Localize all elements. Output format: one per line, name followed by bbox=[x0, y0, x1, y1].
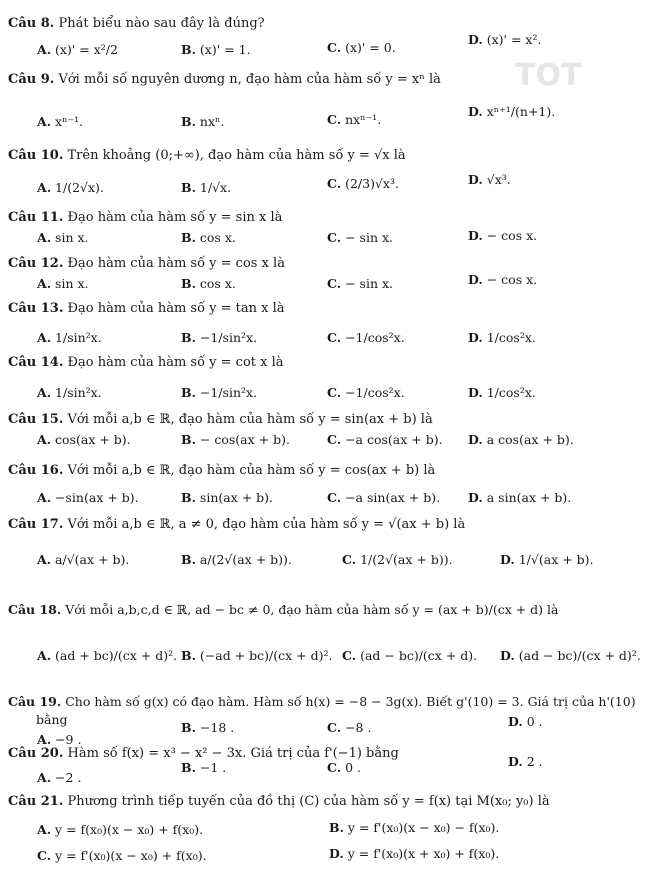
q19-option-a[interactable]: A. −9 . bbox=[37, 732, 82, 747]
q14-option-c[interactable]: C. −1/cos²x. bbox=[327, 385, 405, 400]
q20-option-d[interactable]: D. 2 . bbox=[508, 754, 543, 769]
q12-option-b[interactable]: B. cos x. bbox=[181, 276, 236, 291]
q10-option-d[interactable]: D. √x³. bbox=[468, 172, 511, 187]
q16-option-a[interactable]: A. −sin(ax + b). bbox=[37, 490, 139, 505]
q17-option-d[interactable]: D. 1/√(ax + b). bbox=[500, 552, 594, 567]
q21-option-c[interactable]: C. y = f'(x₀)(x − x₀) + f(x₀). bbox=[37, 848, 207, 863]
q19-option-d[interactable]: D. 0 . bbox=[508, 714, 543, 729]
q13-option-a[interactable]: A. 1/sin²x. bbox=[37, 330, 102, 345]
q8-option-d[interactable]: D. (x)' = x². bbox=[468, 32, 542, 47]
q8-option-a[interactable]: A. (x)' = x²/2 bbox=[37, 42, 118, 57]
q18-option-a[interactable]: A. (ad + bc)/(cx + d)². bbox=[37, 648, 178, 663]
q17-option-b[interactable]: B. a/(2√(ax + b)). bbox=[181, 552, 292, 567]
q17-option-c[interactable]: C. 1/(2√(ax + b)). bbox=[342, 552, 453, 567]
q12-option-d[interactable]: D. − cos x. bbox=[468, 272, 538, 287]
q16-option-b[interactable]: B. sin(ax + b). bbox=[181, 490, 274, 505]
q13-option-d[interactable]: D. 1/cos²x. bbox=[468, 330, 536, 345]
q14-option-a[interactable]: A. 1/sin²x. bbox=[37, 385, 102, 400]
q18-option-b[interactable]: B. (−ad + bc)/(cx + d)². bbox=[181, 648, 333, 663]
q14-option-b[interactable]: B. −1/sin²x. bbox=[181, 385, 258, 400]
q20-option-c[interactable]: C. 0 . bbox=[327, 760, 361, 775]
q15-option-c[interactable]: C. −a cos(ax + b). bbox=[327, 432, 443, 447]
q20-option-a[interactable]: A. −2 . bbox=[37, 770, 82, 785]
q12-option-a[interactable]: A. sin x. bbox=[37, 276, 89, 291]
q9-option-a[interactable]: A. xⁿ⁻¹. bbox=[37, 114, 84, 129]
q10-option-a[interactable]: A. 1/(2√x). bbox=[37, 180, 104, 195]
q8-option-b[interactable]: B. (x)' = 1. bbox=[181, 42, 251, 57]
q17-option-a[interactable]: A. a/√(ax + b). bbox=[37, 552, 130, 567]
q13-option-c[interactable]: C. −1/cos²x. bbox=[327, 330, 405, 345]
q11-option-d[interactable]: D. − cos x. bbox=[468, 228, 538, 243]
q9-option-b[interactable]: B. nxⁿ. bbox=[181, 114, 225, 129]
q11-option-c[interactable]: C. − sin x. bbox=[327, 230, 393, 245]
q18-option-c[interactable]: C. (ad − bc)/(cx + d). bbox=[342, 648, 478, 663]
q18-option-d[interactable]: D. (ad − bc)/(cx + d)². bbox=[500, 648, 641, 663]
q10-option-c[interactable]: C. (2/3)√x³. bbox=[327, 176, 399, 191]
q13-option-b[interactable]: B. −1/sin²x. bbox=[181, 330, 258, 345]
q19-option-c[interactable]: C. −8 . bbox=[327, 720, 372, 735]
q8-option-c[interactable]: C. (x)' = 0. bbox=[327, 40, 396, 55]
watermark: TOT bbox=[515, 58, 582, 93]
q15-option-d[interactable]: D. a cos(ax + b). bbox=[468, 432, 574, 447]
q21-option-a[interactable]: A. y = f(x₀)(x − x₀) + f(x₀). bbox=[37, 822, 204, 837]
q9-option-c[interactable]: C. nxⁿ⁻¹. bbox=[327, 112, 382, 127]
q19-option-b[interactable]: B. −18 . bbox=[181, 720, 235, 735]
q21-option-b[interactable]: B. y = f'(x₀)(x − x₀) − f(x₀). bbox=[329, 820, 500, 835]
q12-option-c[interactable]: C. − sin x. bbox=[327, 276, 393, 291]
q16-option-c[interactable]: C. −a sin(ax + b). bbox=[327, 490, 441, 505]
q11-option-a[interactable]: A. sin x. bbox=[37, 230, 89, 245]
q15-option-a[interactable]: A. cos(ax + b). bbox=[37, 432, 131, 447]
question-19-continuation: bằng bbox=[36, 712, 68, 727]
q10-option-b[interactable]: B. 1/√x. bbox=[181, 180, 232, 195]
q15-option-b[interactable]: B. − cos(ax + b). bbox=[181, 432, 290, 447]
q21-option-d[interactable]: D. y = f'(x₀)(x + x₀) + f(x₀). bbox=[329, 846, 500, 861]
q20-option-b[interactable]: B. −1 . bbox=[181, 760, 227, 775]
q14-option-d[interactable]: D. 1/cos²x. bbox=[468, 385, 536, 400]
q11-option-b[interactable]: B. cos x. bbox=[181, 230, 236, 245]
q9-option-d[interactable]: D. xⁿ⁺¹/(n+1). bbox=[468, 104, 556, 119]
q16-option-d[interactable]: D. a sin(ax + b). bbox=[468, 490, 572, 505]
